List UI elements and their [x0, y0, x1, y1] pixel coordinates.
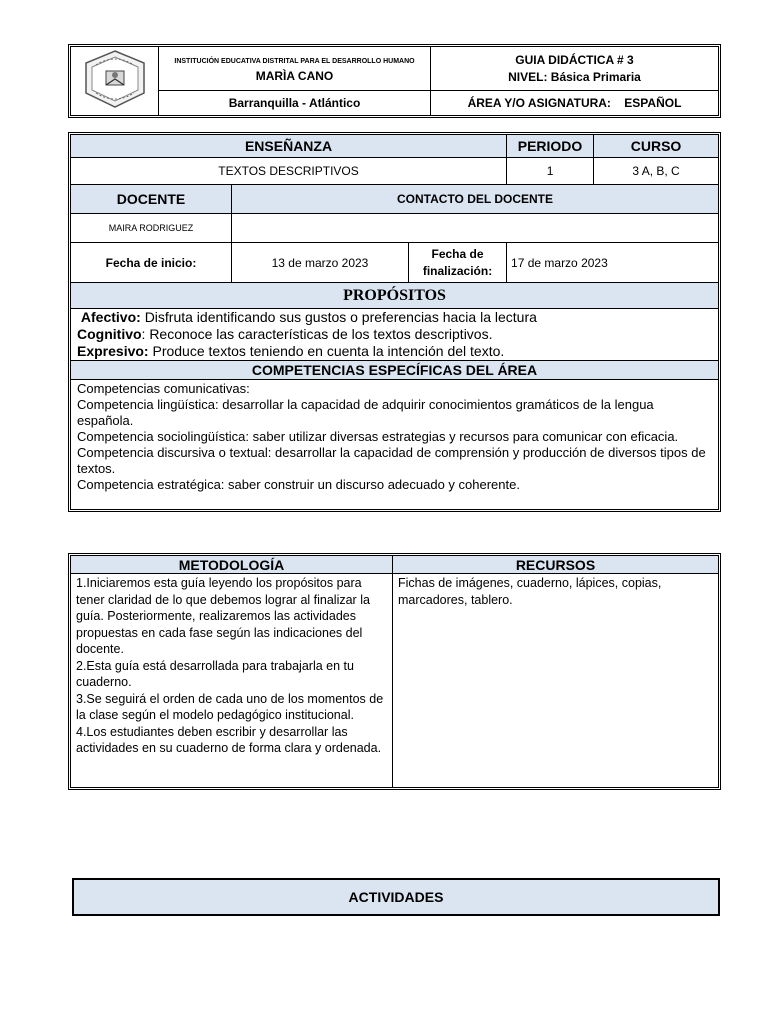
- recursos-title: RECURSOS: [393, 556, 719, 574]
- competencias-title: COMPETENCIAS ESPECÍFICAS DEL ÁREA: [71, 361, 719, 380]
- proposito-afectivo: Afectivo: Disfruta identificando sus gustos o preferencias hacia la lectura: [80, 309, 537, 325]
- metodologia-item: 1.Iniciaremos esta guía leyendo los propósitos para tener claridad de lo que debemos lograr al finalizar la guía. Posteriormente, realizaremos las actividades propuestas en cada fase según las indicaciones del docente.: [76, 576, 370, 656]
- info-table: [70, 134, 719, 510]
- institution-name: MARÌA CANO: [255, 68, 334, 83]
- area-value: ESPAÑOL: [624, 96, 682, 110]
- guide-cell: [431, 47, 719, 91]
- area-cell: [431, 91, 719, 116]
- contacto-label: CONTACTO DEL DOCENTE: [232, 185, 719, 214]
- periodo-label: PERIODO: [507, 135, 594, 158]
- metodologia-item: 3.Se seguirá el orden de cada uno de los momentos de la clase según el modelo pedagógico institucional.: [76, 691, 384, 722]
- metodologia-item: 2.Esta guía está desarrollada para trabajarla en tu cuaderno.: [76, 658, 354, 689]
- propositos-title: PROPÓSITOS: [71, 283, 719, 309]
- area-label: ÁREA Y/O ASIGNATURA:: [467, 96, 611, 110]
- competencia-line: Competencia discursiva o textual: desarrollar la capacidad de comprensión y producción de diversos tipos de textos.: [77, 445, 706, 476]
- guide-title: GUIA DIDÁCTICA # 3: [515, 52, 634, 67]
- inicio-label: Fecha de inicio:: [71, 243, 232, 283]
- school-logo: [71, 47, 159, 116]
- periodo-value: 1: [507, 158, 594, 185]
- metodologia-item: 4.Los estudiantes deben escribir y desarrollar las actividades en su cuaderno de forma clara y ordenada.: [76, 724, 382, 755]
- metodologia-title: METODOLOGÍA: [71, 556, 393, 574]
- competencias-list: [71, 380, 719, 510]
- metodologia-list: [71, 574, 393, 788]
- proposito-cognitivo: Cognitivo: Reconoce las características de los textos descriptivos.: [77, 326, 493, 342]
- docente-label: DOCENTE: [71, 185, 232, 214]
- propositos-list: [71, 309, 719, 361]
- inicio-value: 13 de marzo 2023: [232, 243, 409, 283]
- fin-value: 17 de marzo 2023: [507, 243, 719, 283]
- recursos-text: Fichas de imágenes, cuaderno, lápices, copias, marcadores, tablero.: [398, 576, 662, 607]
- city-text: Barranquilla - Atlántico: [159, 91, 431, 116]
- ensenanza-value: TEXTOS DESCRIPTIVOS: [71, 158, 507, 185]
- actividades-header: ACTIVIDADES: [72, 878, 720, 916]
- competencia-line: Competencia estratégica: saber construir un discurso adecuado y coherente.: [77, 477, 520, 492]
- school-crest-icon: [82, 49, 148, 109]
- curso-value: 3 A, B, C: [594, 158, 719, 185]
- recursos-cell: [393, 574, 719, 788]
- fin-label: Fecha de finalización:: [409, 243, 507, 283]
- contacto-value: [232, 214, 719, 243]
- institution-cell: [159, 47, 431, 91]
- ensenanza-label: ENSEÑANZA: [71, 135, 507, 158]
- competencia-line: Competencias comunicativas:: [77, 381, 250, 396]
- curso-label: CURSO: [594, 135, 719, 158]
- competencia-line: Competencia lingüística: desarrollar la capacidad de adquirir conocimientos gramáticos de la lengua española.: [77, 397, 654, 428]
- header-table: [70, 46, 719, 116]
- proposito-expresivo: Expresivo: Produce textos teniendo en cuenta la intención del texto.: [77, 343, 505, 359]
- competencia-line: Competencia sociolingüística: saber utilizar diversas estrategias y recursos para comunicar con eficacia.: [77, 429, 679, 444]
- institution-line1: INSTITUCIÓN EDUCATIVA DISTRITAL PARA EL DESARROLLO HUMANO: [174, 57, 415, 65]
- metodologia-table: [70, 555, 719, 788]
- docente-value: MAIRA RODRIGUEZ: [71, 214, 232, 243]
- level-text: NIVEL: Básica Primaria: [508, 69, 641, 84]
